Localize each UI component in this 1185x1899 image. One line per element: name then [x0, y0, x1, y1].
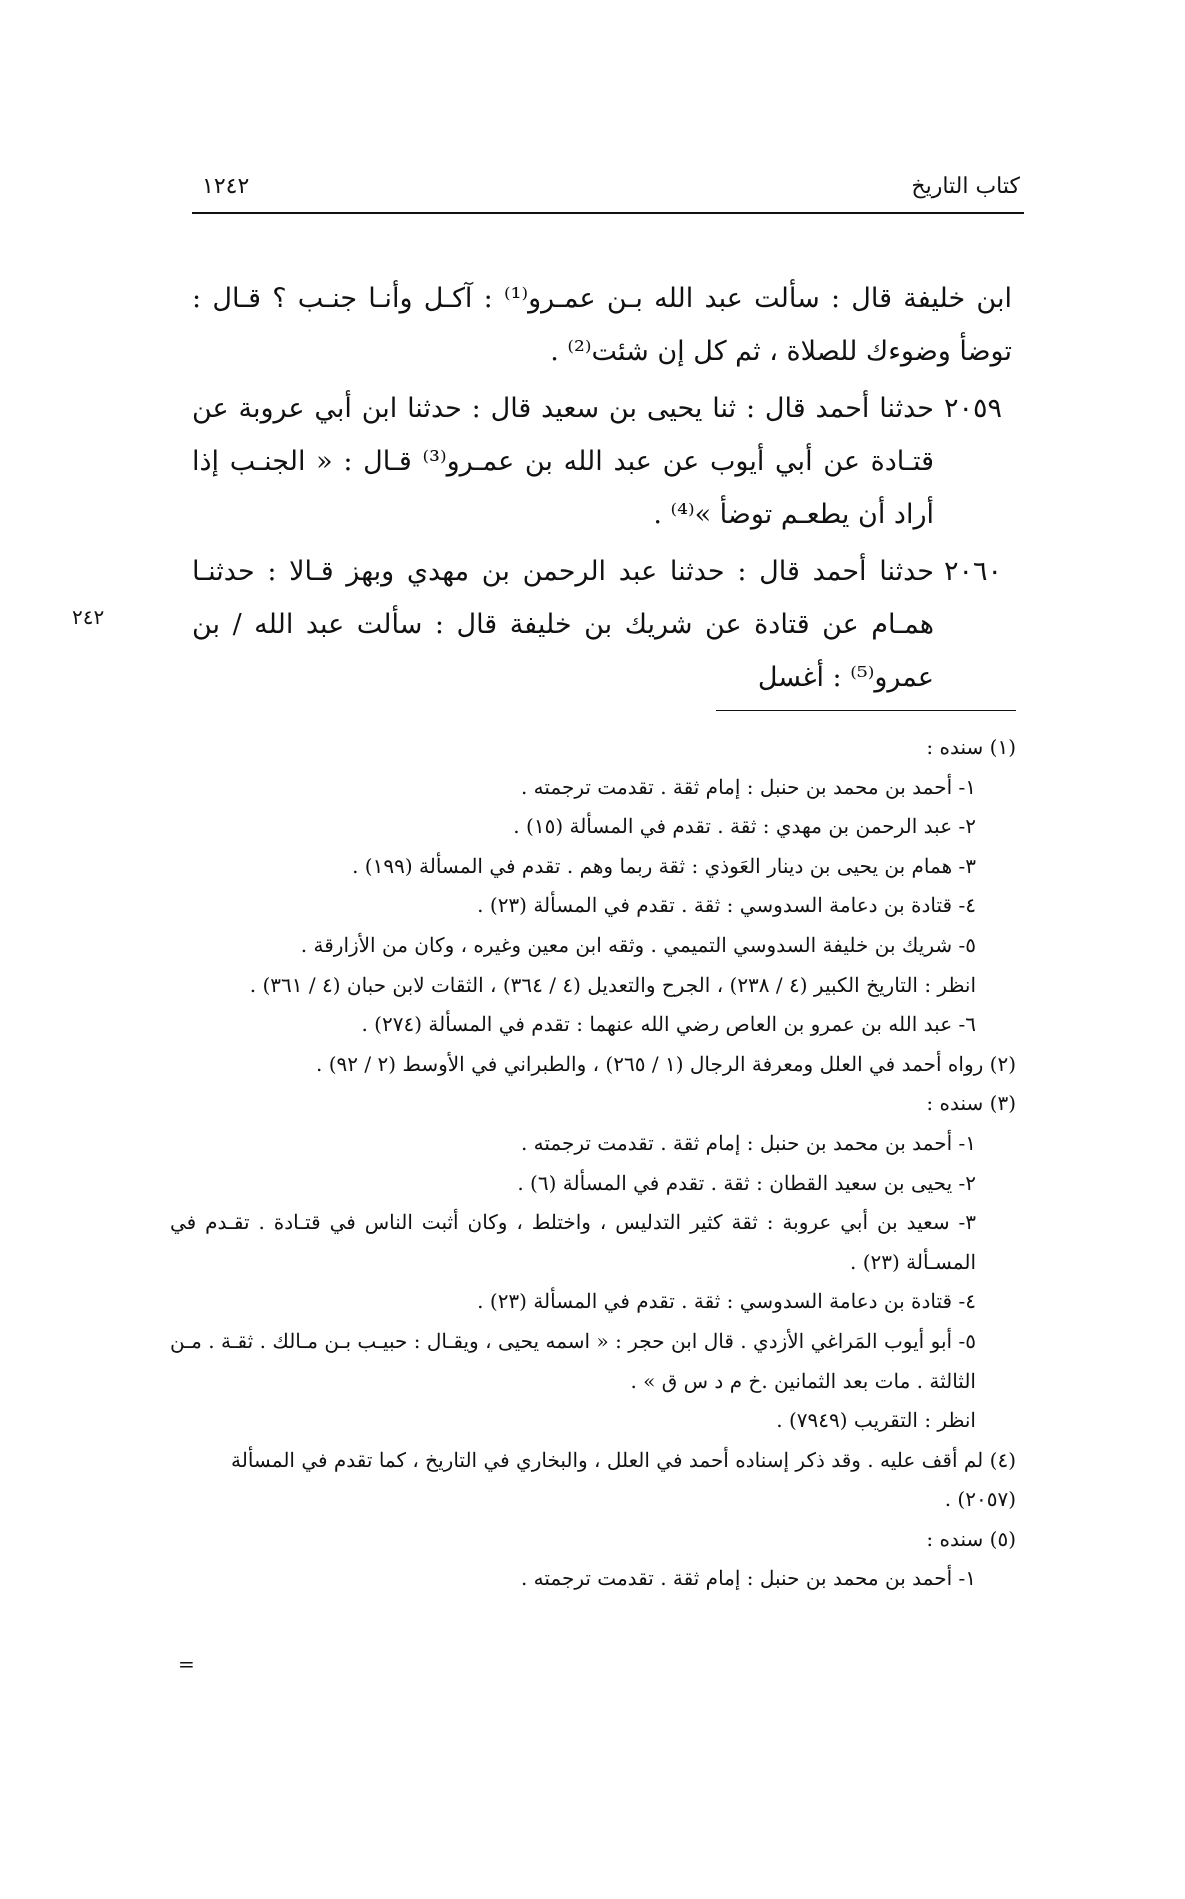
footnote-line: ٢- يحيى بن سعيد القطان : ثقة . تقدم في المسألة (٦) . [517, 1170, 976, 1195]
footnote-line: ١- أحمد بن محمد بن حنبل : إمام ثقة . تقدمت ترجمته . [520, 1130, 976, 1155]
hadith-number: ٢٠٦٠ [943, 556, 1002, 587]
footnote-line: ٢- عبد الرحمن بن مهدي : ثقة . تقدم في المسألة (١٥) . [513, 814, 976, 839]
footnote-line: انظر : التقريب (٧٩٤٩) . [776, 1408, 976, 1433]
hadith-entry [192, 382, 1012, 541]
footnote-heading: (٢) رواه أحمد في العلل ومعرفة الرجال (١ / ٢٦٥) ، والطبراني في الأوسط (٢ / ٩٢) . [316, 1051, 1016, 1076]
header-page-number: ١٢٤٢ [202, 174, 250, 199]
intro-paragraph: ابن خليفة قال : سألت عبد الله بـن عمـرو⁽¹⁾ : آكـل وأنـا جنـب ؟ قـال : توضأ وضوءك للصلاة ، ثم كل إن شئت⁽²⁾ . [192, 283, 1012, 367]
main-text [192, 272, 1012, 704]
footnote-line: ٥- أبو أيوب المَراغي الأزدي . قال ابن حجر : « اسمه يحيى ، ويقـال : حبيـب بـن مـالك . ثقـة . مـن الثالثة . مات بعد الثمانين .خ م د س ق » . [170, 1328, 976, 1393]
footnote-line: ٣- سعيد بن أبي عروبة : ثقة كثير التدليس ، واختلط ، وكان أثبت الناس في قتـادة . تقـدم في المسـألة (٢٣) . [170, 1210, 976, 1274]
margin-page-reference: ٢٤٢ [72, 605, 105, 629]
hadith-text: حدثنا أحمد قال : ثنا يحيى بن سعيد قال : حدثنا ابن أبي عروبة عن قتـادة عن أبي أيوب عن عبد الله بن عمـرو⁽³⁾ قـال : « الجنـب إذا أراد أن يطعـم توضأ »⁽⁴⁾ . [192, 393, 934, 530]
footnote-line: ٦- عبد الله بن عمرو بن العاص رضي الله عنهما : تقدم في المسألة (٢٧٤) . [361, 1012, 976, 1037]
footnotes [170, 728, 1016, 1599]
running-header [192, 172, 1024, 214]
footnote-separator [716, 710, 1016, 711]
footnote-heading: (١) سنده : [926, 735, 1016, 759]
footnote-line: ٣- همام بن يحيى بن دينار العَوذي : ثقة ربما وهم . تقدم في المسألة (١٩٩) . [352, 853, 976, 878]
footnote-heading: (٣) سنده : [926, 1091, 1016, 1116]
continuation-mark: = [178, 1652, 195, 1676]
footnote-line: ٤- قتادة بن دعامة السدوسي : ثقة . تقدم في المسألة (٢٣) . [477, 1289, 976, 1314]
footnote-line: ١- أحمد بن محمد بن حنبل : إمام ثقة . تقدمت ترجمته . [520, 774, 976, 799]
footnote-heading: (٥) سنده : [926, 1526, 1016, 1551]
footnote-heading: (٤) لم أقف عليه . وقد ذكر إسناده أحمد في العلل ، والبخاري في التاريخ ، كما تقدم في المسألة (٢٠٥٧) . [231, 1447, 1016, 1512]
hadith-text: حدثنا أحمد قال : حدثنا عبد الرحمن بن مهدي وبهز قـالا : حدثنـا همـام عن قتادة عن شريك بن خليفة قال : سألت عبد الله / بن عمرو⁽⁵⁾ : أغسل [192, 556, 934, 693]
footnote-line: انظر : التاريخ الكبير (٤ / ٢٣٨) ، الجرح والتعديل (٤ / ٣٦٤) ، الثقات لابن حبان (٤ / ٣٦١) . [249, 972, 976, 997]
hadith-entry [192, 545, 1012, 704]
hadith-number: ٢٠٥٩ [943, 393, 1002, 424]
header-title: كتاب التاريخ [911, 174, 1020, 199]
footnote-line: ١- أحمد بن محمد بن حنبل : إمام ثقة . تقدمت ترجمته . [520, 1566, 976, 1591]
footnote-line: ٤- قتادة بن دعامة السدوسي : ثقة . تقدم في المسألة (٢٣) . [477, 893, 976, 918]
footnote-line: ٥- شريك بن خليفة السدوسي التميمي . وثقه ابن معين وغيره ، وكان من الأزارقة . [300, 932, 976, 957]
